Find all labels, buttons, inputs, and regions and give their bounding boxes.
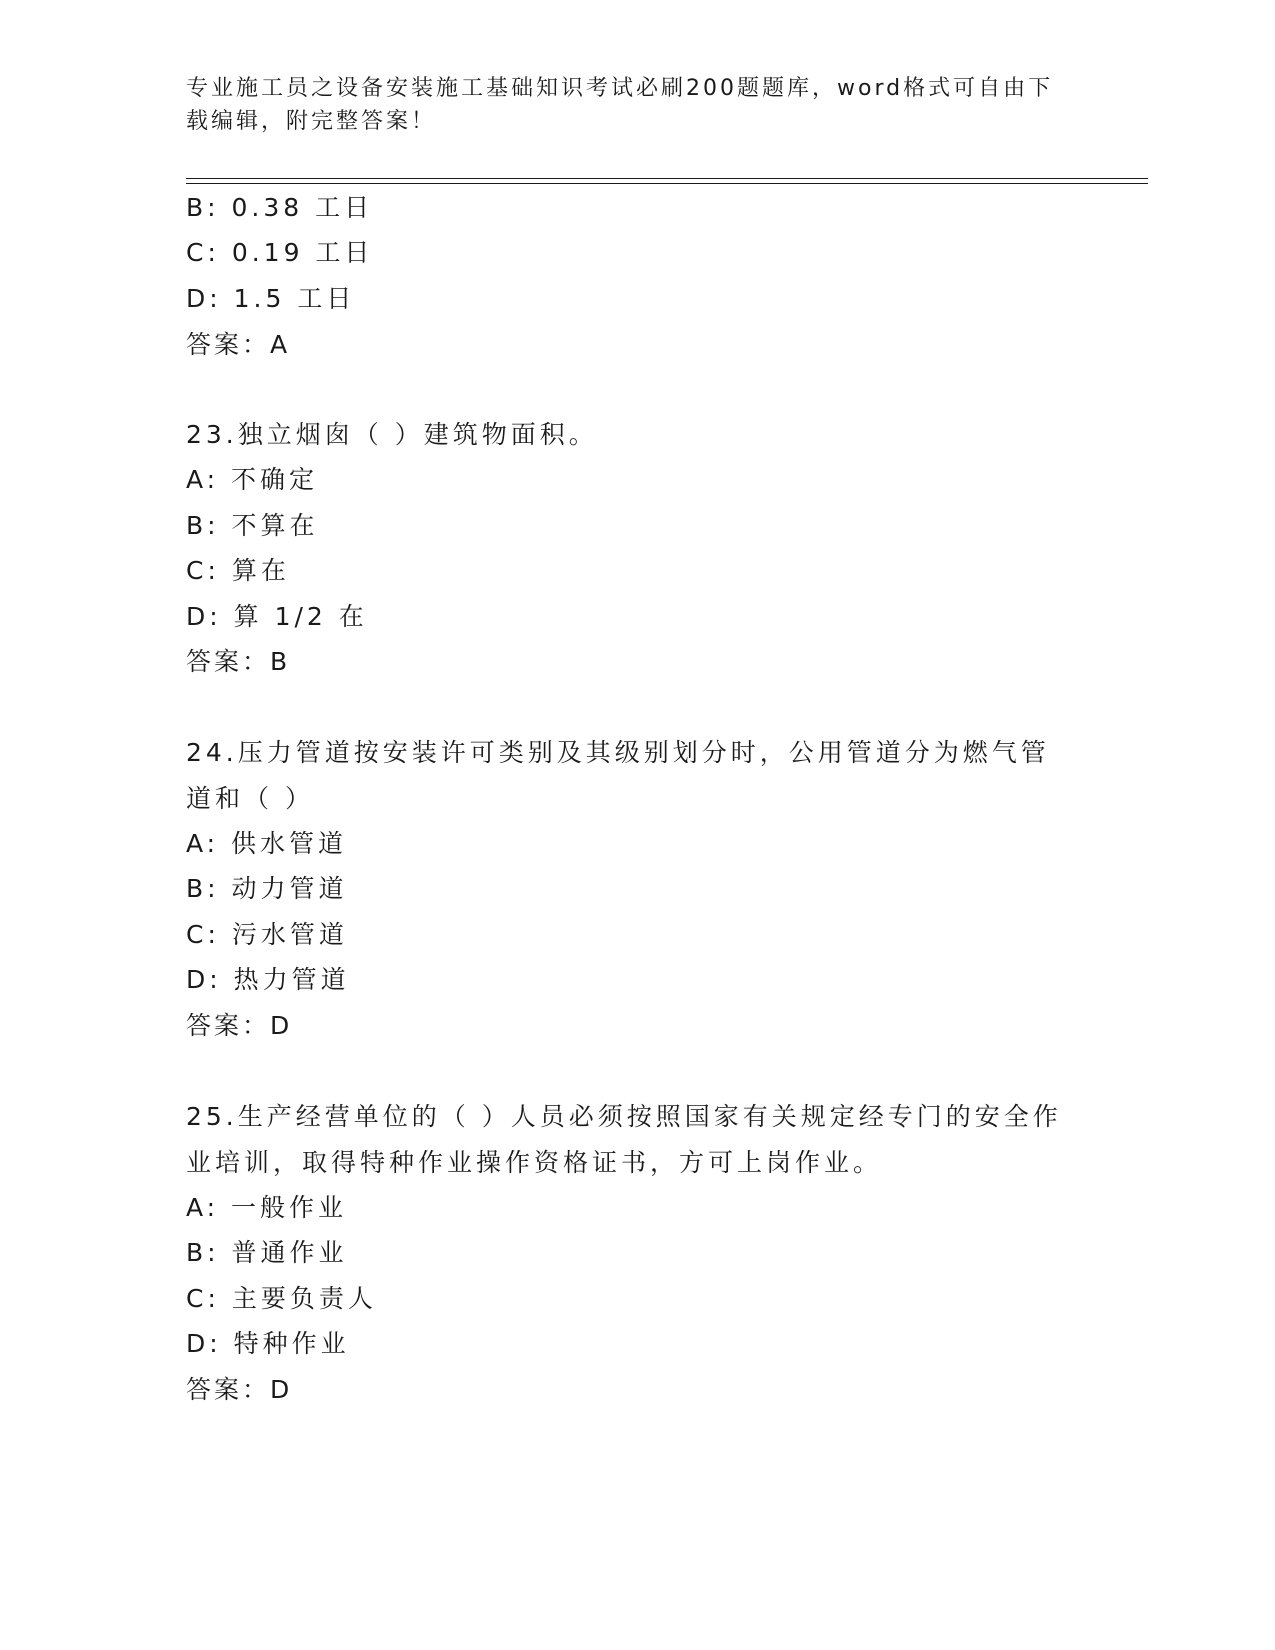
q25-stem: 25.生产经营单位的（ ）人员必须按照国家有关规定经专门的安全作业培训，取得特种作业操作资格证书，方可上岗作业。 (186, 1102, 1062, 1177)
q24-option-b: B: 动力管道 (186, 874, 348, 903)
q24-option-d: D: 热力管道 (186, 965, 350, 994)
q25-option-a: A: 一般作业 (186, 1193, 348, 1222)
document-header: 专业施工员之设备安装施工基础知识考试必刷200题题库，word格式可自由下载编辑，附完整答案！ (186, 76, 1054, 134)
q23-stem: 23.独立烟囱（ ）建筑物面积。 (186, 420, 598, 449)
q25-option-c: C: 主要负责人 (186, 1284, 377, 1313)
q22-option-b: B: 0.38 工日 (186, 193, 374, 222)
q25-answer: 答案：D (186, 1375, 293, 1404)
header-divider-bottom (186, 183, 1148, 184)
header-divider-top (186, 178, 1148, 179)
q24-answer: 答案：D (186, 1011, 293, 1040)
q23-option-b: B: 不算在 (186, 511, 319, 540)
q24-option-c: C: 污水管道 (186, 920, 348, 949)
q22-answer: 答案：A (186, 330, 291, 359)
q23-answer: 答案：B (186, 647, 291, 676)
q24-stem: 24.压力管道按安装许可类别及其级别划分时，公用管道分为燃气管道和（ ） (186, 738, 1050, 813)
q23-option-c: C: 算在 (186, 556, 290, 585)
q25-option-b: B: 普通作业 (186, 1238, 348, 1267)
q23-option-a: A: 不确定 (186, 465, 319, 494)
q25-option-d: D: 特种作业 (186, 1329, 350, 1358)
q24-option-a: A: 供水管道 (186, 829, 348, 858)
q22-option-c: C: 0.19 工日 (186, 238, 374, 267)
q22-option-d: D: 1.5 工日 (186, 284, 356, 313)
q23-option-d: D: 算 1/2 在 (186, 602, 368, 631)
